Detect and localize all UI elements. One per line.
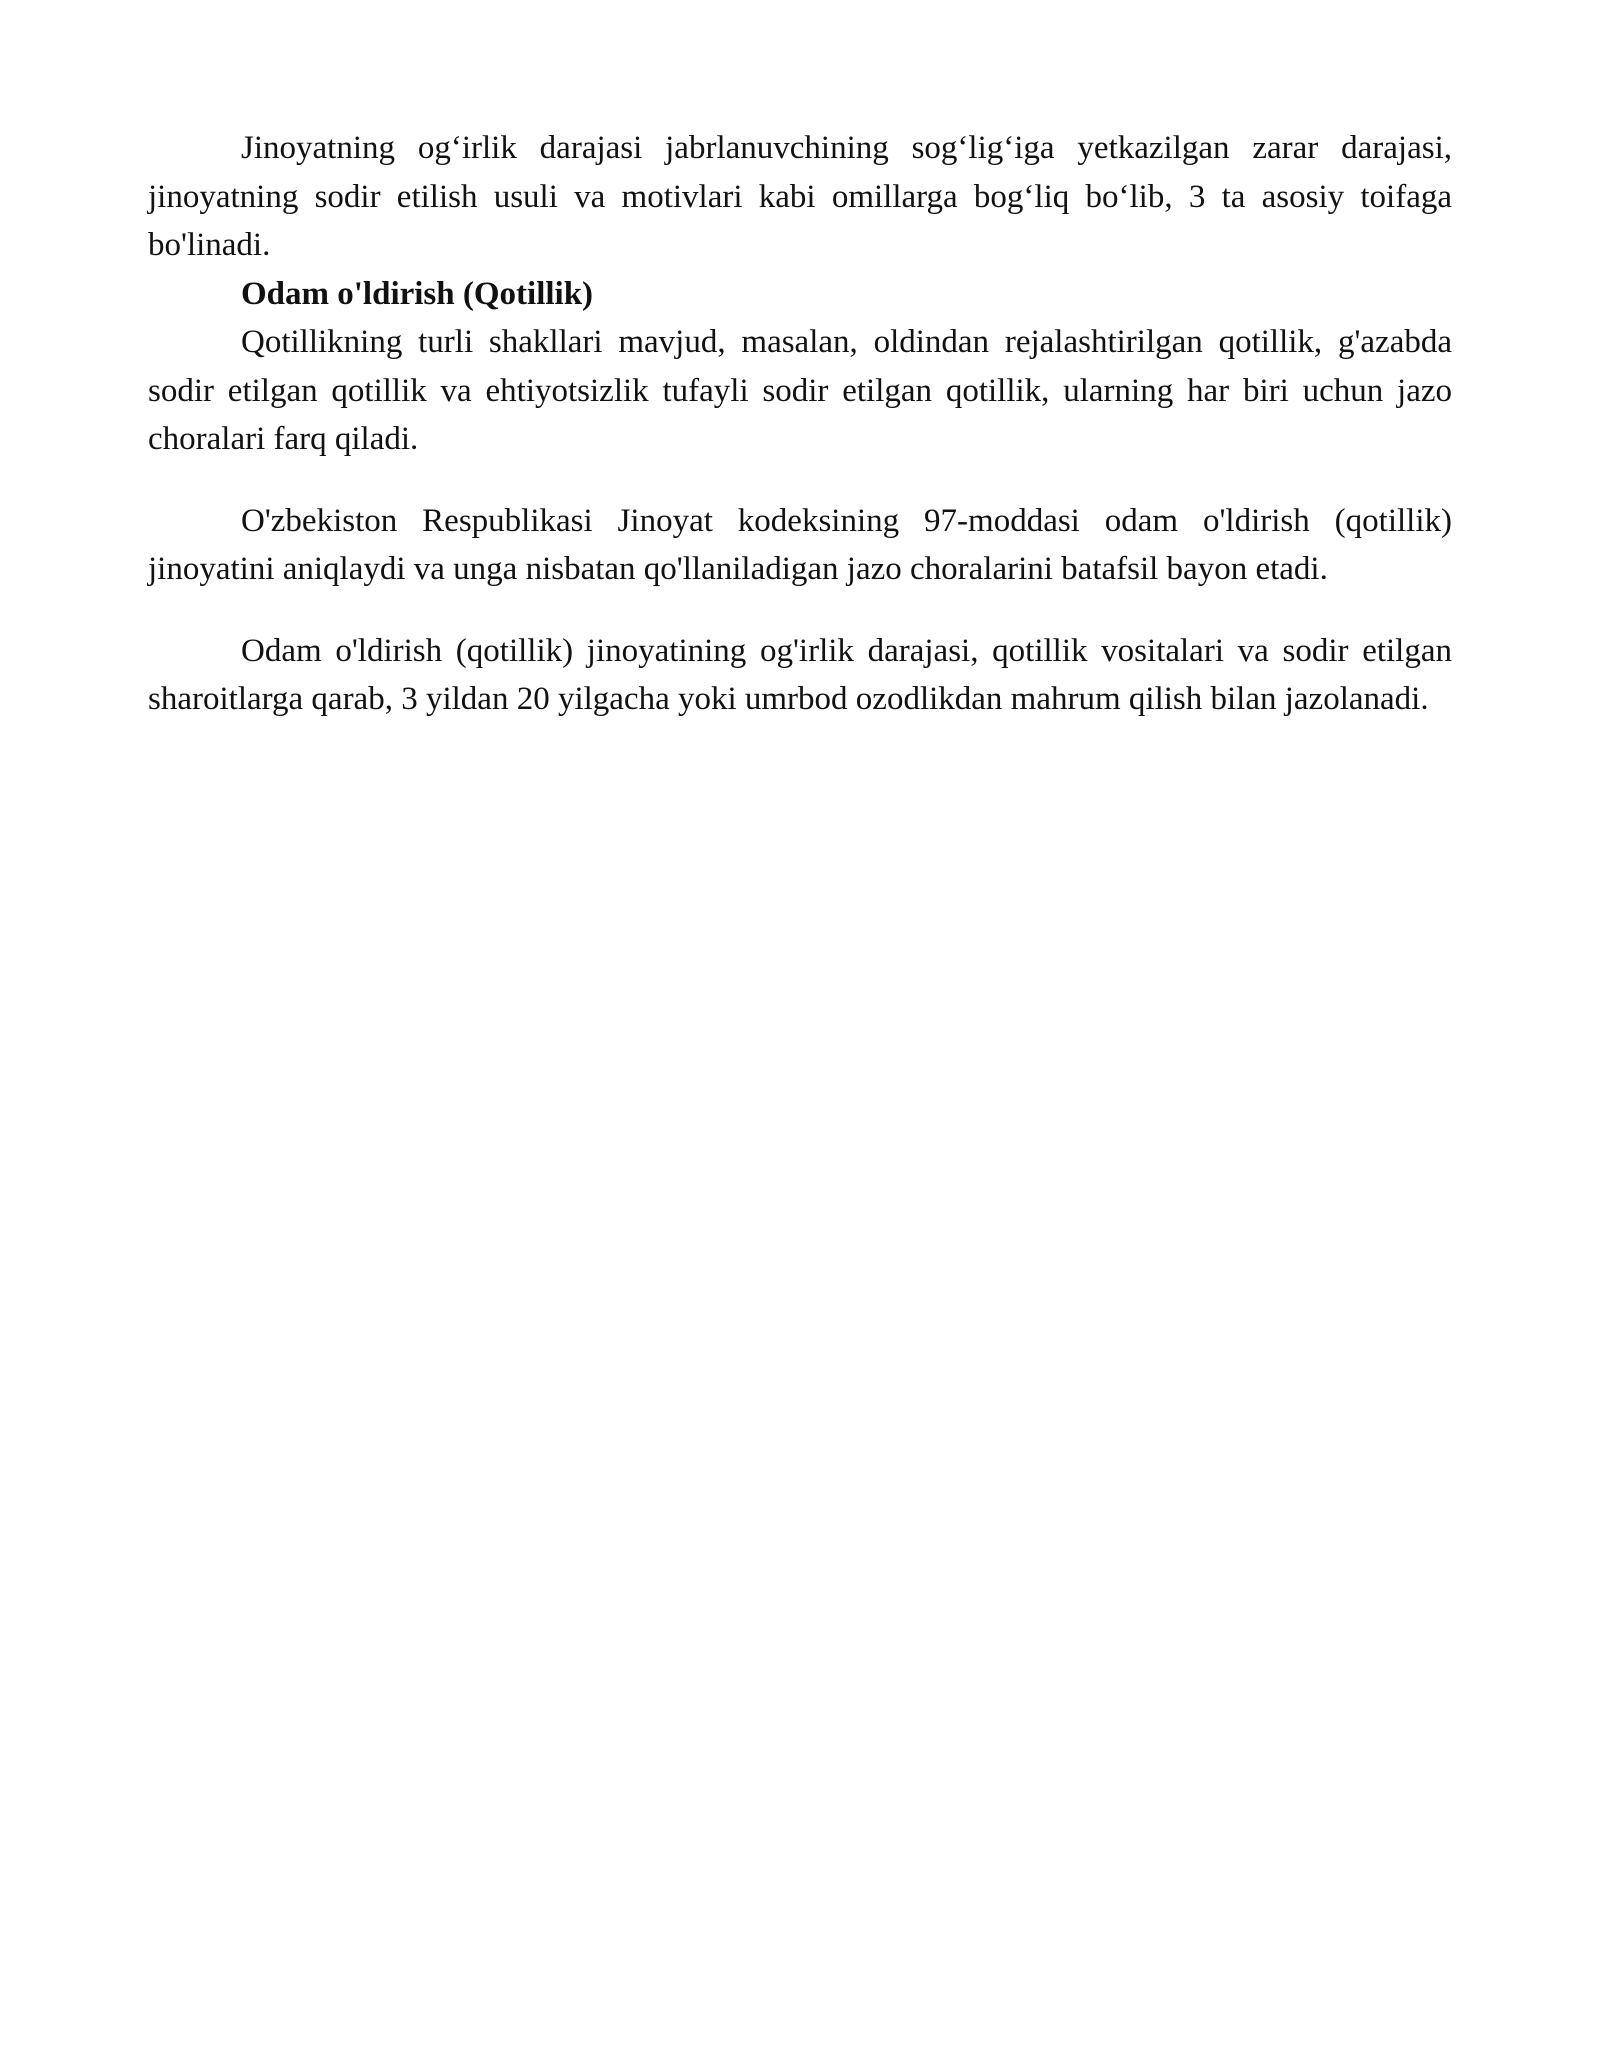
paragraph-severity-categories: Jinoyatning og‘irlik darajasi jabrlanuvchining sog‘lig‘iga yetkazilgan zarar darajasi, jinoyatning sodir etilish usuli va motivlari kabi omillarga bog‘liq bo‘lib, 3 ta asosiy toifaga bo'linadi. — [148, 130, 1452, 263]
section-heading-murder: Odam o'ldirish (Qotillik) — [241, 275, 594, 312]
paragraph-criminal-code-article: O'zbekiston Respublikasi Jinoyat kodeksining 97-moddasi odam o'ldirish (qotillik) jinoyatini aniqlaydi va unga nisbatan qo'llaniladigan jazo choralarini batafsil bayon etadi. — [148, 502, 1452, 587]
document-page — [148, 124, 1452, 724]
paragraph-forms-of-murder: Qotillikning turli shakllari mavjud, masalan, oldindan rejalashtirilgan qotillik, g'azabda sodir etilgan qotillik va ehtiyotsizlik tufayli sodir etilgan qotillik, ularning har biri uchun jazo choralari farq qiladi. — [148, 324, 1452, 457]
paragraph-punishment: Odam o'ldirish (qotillik) jinoyatining og'irlik darajasi, qotillik vositalari va sodir etilgan sharoitlarga qarab, 3 yildan 20 yilgacha yoki umrbod ozodlikdan mahrum qilish bilan jazolanadi. — [148, 632, 1452, 717]
